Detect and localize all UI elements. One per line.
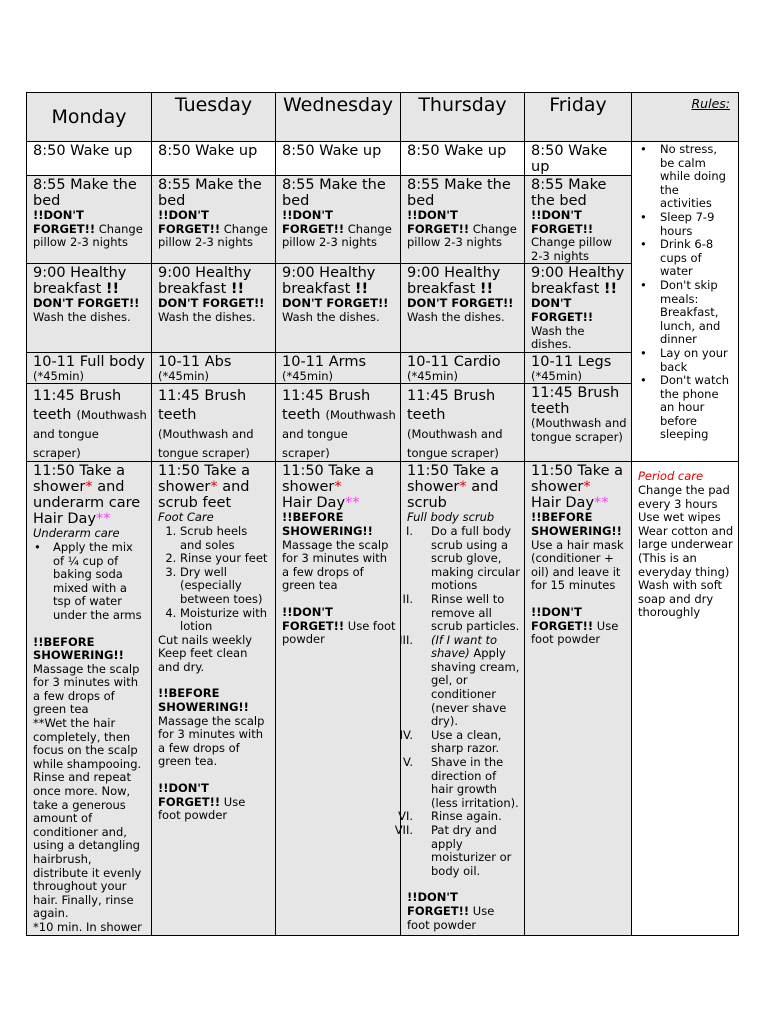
star-mark: * [459,479,467,496]
shave-note: (If I want to shave) [431,632,498,661]
breakfast-cell [525,264,632,352]
body-scrub-step [405,523,520,593]
foot-care-subhead: Foot Care [158,510,214,525]
breakfast-title: 9:00 Healthy breakfast [282,265,376,298]
teeth-cell [27,384,152,462]
shower-title: 11:50 Take a shower [531,463,624,496]
before-showering-label: !!BEFORE SHOWERING!! [158,686,249,715]
workout-title: 10-11 Arms [282,353,367,370]
bed-cell [27,176,152,264]
workout-duration: (*45min) [282,368,334,383]
before-showering-label: !!BEFORE SHOWERING!! [282,510,373,538]
bed-title: 8:55 Make the bed [531,177,607,209]
workout-title: 10-11 Full body [33,353,146,370]
scalp-massage-text: Massage the scalp for 3 minutes with a few drops of green tea [282,537,389,593]
bed-note: Change pillow 2-3 nights [407,221,517,250]
bed-cell [525,176,632,264]
hair-mask-text: Use a hair mask (conditioner + oil) and leave it for 15 minutes [531,537,624,593]
before-showering-label: !!BEFORE SHOWERING!! [33,634,124,663]
teeth-title: 11:45 Brush teeth [407,388,496,424]
workout-duration: (*45min) [33,368,85,383]
step-text: Rinse well to remove all scrub particles. [431,591,520,634]
dont-forget-label: DON'T FORGET!! [407,296,514,311]
star-mark: * [85,479,93,496]
dont-forget-label: !!DON'T FORGET!! [407,890,470,918]
bed-cell [276,176,401,264]
star-mark: * [583,479,591,496]
workout-wednesday [276,352,401,384]
bed-note: Change pillow 2-3 nights [531,235,613,263]
shower-row [27,462,739,935]
period-care-line: Change the pad every 3 hours [638,482,730,511]
workout-title: 10-11 Abs [158,353,232,370]
period-care-title: Period care [638,469,704,484]
shower-title: 11:50 Take a shower [158,463,251,496]
scalp-massage-text: Massage the scalp for 3 minutes with a few drops of green tea. [158,713,265,769]
dont-forget-label: !!DON'T FORGET!! [531,604,594,633]
workout-friday [525,352,632,384]
period-care-line: Wear cotton and large underwear [638,523,734,552]
dont-forget-label: !!DON'T FORGET!! [282,208,345,236]
workout-duration: (*45min) [407,368,459,383]
rule-item: • Lay on your back [660,347,734,374]
rules-list [638,143,734,442]
foot-powder-text: Use foot powder [531,618,619,647]
bed-note: Change pillow 2-3 nights [33,221,143,250]
breakfast-note: Wash the dishes. [531,323,585,352]
workout-tuesday [152,352,276,384]
breakfast-cell [276,264,401,352]
teeth-title: 11:45 Brush teeth [282,388,371,424]
step-numeral: II. [402,591,413,606]
breakfast-cell [152,264,276,352]
teeth-cell [401,384,525,462]
body-scrub-step [398,809,520,824]
dont-forget-label: DON'T FORGET!! [158,296,265,311]
teeth-cell [276,384,401,462]
period-care-line: Wash with soft soap and dry thoroughly [638,578,723,620]
breakfast-note: Wash the dishes. [282,309,380,324]
bed-note: Change pillow 2-3 nights [158,221,268,250]
wake-thursday: 8:50 Wake up [401,142,525,176]
period-care-line: (This is an everyday thing) [638,550,730,579]
hair-day-label: Hair Day [282,495,346,512]
foot-care-step: 3. Dry well (especially between toes) [180,566,271,607]
day-header-thursday: Thursday [401,93,525,142]
dont-forget-label: !!DON'T FORGET!! [33,208,96,236]
breakfast-title: 9:00 Healthy breakfast [158,265,252,298]
bed-title: 8:55 Make the bed [33,177,137,209]
shower-title: 11:50 Take a shower [282,463,375,496]
body-scrub-step [394,823,520,878]
breakfast-note: Wash the dishes. [407,309,505,324]
breakfast-title: 9:00 Healthy breakfast [407,265,501,298]
day-header-friday: Friday [525,93,632,142]
teeth-note: (Mouthwash and tongue scraper) [531,416,627,444]
breakfast-exclaim: !! [105,281,120,298]
step-numeral: VII. [394,823,413,837]
star-mark: * [210,479,218,496]
hair-day-label: Hair Day [33,511,97,528]
step-numeral: I. [405,523,413,538]
bed-title: 8:55 Make the bed [407,177,511,209]
shower-suffix: and underarm care [33,479,141,512]
workout-title: 10-11 Legs [531,353,612,370]
workout-duration: (*45min) [531,368,583,383]
shower-thursday [394,462,525,935]
step-text: Do a full body scrub using a scrub glove, making circular motions [431,523,520,593]
breakfast-exclaim: !! [354,281,369,298]
step-text: Rinse again. [431,809,502,824]
rule-item: • No stress, be calm while doing the activities [660,143,734,211]
shower-monday [27,462,152,935]
teeth-note: (Mouthwash and tongue scraper) [33,408,147,461]
teeth-cell [152,384,276,462]
weekly-schedule-table [26,92,739,936]
dont-forget-label: DON'T FORGET!! [33,296,140,311]
breakfast-note: Wash the dishes. [158,309,256,324]
dont-forget-label: !!DON'T FORGET!! [158,781,221,809]
shower-title: 11:50 Take a shower [33,463,126,496]
header-row [27,93,739,142]
double-star-mark: ** [594,495,609,512]
rule-item: • Don't watch the phone an hour before sleeping [660,374,734,442]
workout-title: 10-11 Cardio [407,353,501,370]
rules-cell [632,142,739,462]
step-text: Shave in the direction of hair growth (less irritation). [431,755,519,810]
rule-item: • Sleep 7-9 hours [660,211,734,238]
step-text: Pat dry and apply moisturizer or body oil. [431,823,512,878]
foot-powder-text: Use foot powder [407,903,495,932]
shower-duration-text: *10 min. In shower [33,919,142,934]
hair-day-label: Hair Day [531,495,595,512]
breakfast-exclaim: !! [230,281,245,298]
workout-thursday [401,352,525,384]
hair-wash-text: **Wet the hair completely, then focus on the scalp while shampooing. Rinse and repeat once more. Now, take a generous amount of conditioner and, using a detangling hairbrush, distribute it evenly throughout your hair. Finally, rinse again. [33,716,142,921]
star-mark: * [334,479,342,496]
body-scrub-step [399,632,520,729]
breakfast-title: 9:00 Healthy breakfast [531,265,625,298]
foot-care-step: 2. Rinse your feet [180,552,271,566]
bed-cell [401,176,525,264]
feet-clean-text: Keep feet clean and dry. [158,646,248,674]
step-numeral: IV. [399,727,413,742]
bed-title: 8:55 Make the bed [158,177,262,209]
step-numeral: V. [402,755,413,770]
period-care-cell [632,462,739,935]
shower-suffix: and scrub [407,479,499,512]
rule-item: • Drink 6-8 cups of water [660,238,734,279]
teeth-note: (Mouthwash and tongue scraper) [158,427,254,461]
underarm-list [33,541,147,623]
foot-powder-text: Use foot powder [282,618,396,647]
dont-forget-label: !!DON'T FORGET!! [531,208,594,236]
teeth-note: (Mouthwash and tongue scraper) [407,427,503,461]
teeth-cell [525,384,632,462]
step-text: Apply shaving cream, gel, or conditioner (never shave dry). [431,646,520,729]
body-scrub-step [399,727,520,756]
wake-row [27,142,739,176]
shower-title: 11:50 Take a shower [407,463,500,496]
teeth-title: 11:45 Brush teeth [33,388,122,424]
underarm-step: • Apply the mix of ¼ cup of baking soda mixed with a tsp of water under the arms [53,541,147,623]
day-header-tuesday: Tuesday [152,93,276,142]
wake-tuesday: 8:50 Wake up [152,142,276,176]
breakfast-title: 9:00 Healthy breakfast [33,265,127,298]
teeth-title: 11:45 Brush teeth [531,385,620,418]
rule-item: • Don't skip meals: Breakfast, lunch, and dinner [660,279,734,347]
nails-text: Cut nails weekly [158,632,253,647]
dont-forget-label: DON'T FORGET!! [531,296,594,324]
shower-suffix: and scrub feet [158,479,250,512]
scalp-massage-text: Massage the scalp for 3 minutes with a few drops of green tea [33,661,140,717]
breakfast-exclaim: !! [479,281,494,298]
bed-note: Change pillow 2-3 nights [282,221,392,250]
body-scrub-step [402,755,520,810]
teeth-title: 11:45 Brush teeth [158,388,247,424]
shower-friday [525,462,632,935]
breakfast-cell [401,264,525,352]
workout-duration: (*45min) [158,368,210,383]
day-header-wednesday: Wednesday [276,93,401,142]
breakfast-note: Wash the dishes. [33,309,131,324]
wake-wednesday: 8:50 Wake up [276,142,401,176]
body-scrub-step [402,591,520,634]
day-header-monday: Monday [27,93,152,142]
double-star-mark: ** [96,511,111,528]
step-numeral: VI. [398,809,413,824]
shower-tuesday [152,462,276,935]
dont-forget-label: !!DON'T FORGET!! [158,208,221,236]
dont-forget-label: !!DON'T FORGET!! [282,604,345,633]
foot-care-step: 4. Moisturize with lotion [180,607,271,634]
dont-forget-label: DON'T FORGET!! [282,296,389,311]
period-care-line: Use wet wipes [638,510,721,525]
step-numeral: III. [399,632,413,647]
teeth-note: (Mouthwash and tongue scraper) [282,408,396,461]
breakfast-cell [27,264,152,352]
body-scrub-list [394,523,520,878]
foot-care-step: 1. Scrub heels and soles [180,525,271,552]
wake-monday: 8:50 Wake up [27,142,152,176]
before-showering-label: !!BEFORE SHOWERING!! [531,510,622,538]
underarm-subhead: Underarm care [33,526,120,541]
bed-cell [152,176,276,264]
wake-friday: 8:50 Wake up [525,142,632,176]
workout-monday [27,352,152,384]
bed-title: 8:55 Make the bed [282,177,386,209]
double-star-mark: ** [345,495,360,512]
foot-care-list [158,525,271,634]
dont-forget-label: !!DON'T FORGET!! [407,208,470,236]
breakfast-exclaim: !! [603,281,618,298]
foot-powder-text: Use foot powder [158,794,246,823]
rules-header: Rules: [632,93,739,142]
body-scrub-subhead: Full body scrub [407,510,495,525]
step-text: Use a clean, sharp razor. [431,727,502,756]
